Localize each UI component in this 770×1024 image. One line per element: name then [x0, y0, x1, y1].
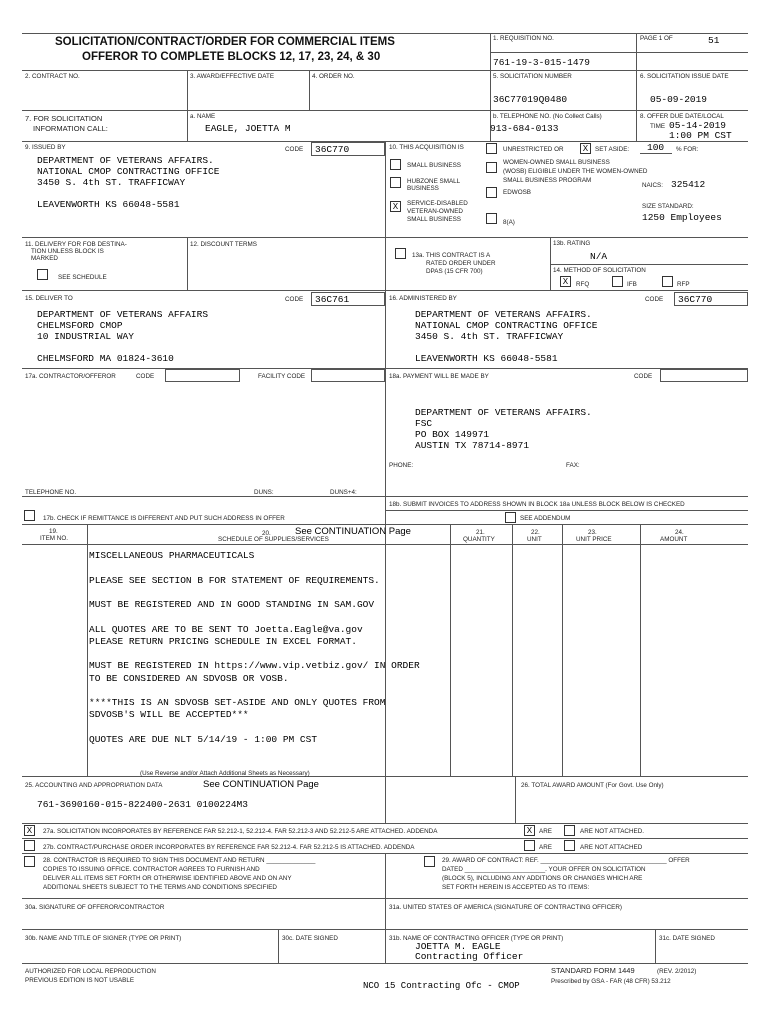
- issue-date-label: 6. SOLICITATION ISSUE DATE: [640, 73, 729, 80]
- officer-name[interactable]: JOETTA M. EAGLE: [415, 941, 501, 952]
- administered-address: DEPARTMENT OF VETERANS AFFAIRS. NATIONAL CMOP CONTRACTING OFFICE 3450 S. 4th ST. TRAFFICWAY LEAVENWORTH KS 66048-5581: [415, 309, 598, 364]
- block28-text: DELIVER ALL ITEMS SET FORTH OR OTHERWISE IDENTIFIED ABOVE AND ON ANY: [43, 875, 292, 882]
- deliver-code-box[interactable]: [311, 292, 385, 306]
- requisition-label: 1. REQUISITION NO.: [493, 35, 554, 42]
- eight-a-label: 8(A): [503, 219, 515, 226]
- deliver-code: 36C761: [315, 294, 350, 305]
- block29-text: SET FORTH HEREIN IS ACCEPTED AS TO ITEMS:: [442, 884, 590, 891]
- edwosb-label: EDWOSB: [503, 189, 531, 196]
- signature-officer-label: 31a. UNITED STATES OF AMERICA (SIGNATURE OF CONTRACTING OFFICER): [389, 904, 623, 911]
- payment-label: 18a. PAYMENT WILL BE MADE BY: [389, 373, 489, 380]
- see-continuation: See CONTINUATION Page: [295, 526, 411, 537]
- addenda-b-are-not-checkbox[interactable]: [564, 840, 575, 851]
- info-call-label: 7. FOR SOLICITATION: [25, 114, 103, 123]
- officer-name-label: 31b. NAME OF CONTRACTING OFFICER (TYPE OR PRINT): [389, 935, 564, 942]
- page-label: PAGE 1 OF: [640, 35, 673, 42]
- contractor-code-box[interactable]: [165, 369, 240, 382]
- rule: [490, 52, 748, 53]
- col-quantity: QUANTITY: [463, 536, 495, 543]
- addenda-are-not-checkbox[interactable]: [564, 825, 575, 836]
- far-27a-checkbox[interactable]: X: [24, 825, 35, 836]
- delivery-label: TION UNLESS BLOCK IS: [31, 248, 104, 255]
- issued-code-box[interactable]: [311, 142, 385, 156]
- rule: [636, 33, 637, 141]
- remit-checkbox[interactable]: [24, 510, 35, 521]
- sdvosb-label: SMALL BUSINESS: [407, 216, 462, 223]
- naics-code[interactable]: 325412: [671, 179, 706, 190]
- rule: [187, 110, 188, 141]
- wosb-label: SMALL BUSINESS PROGRAM: [503, 177, 592, 184]
- issued-by-label: 9. ISSUED BY: [25, 144, 66, 151]
- info-call-label: INFORMATION CALL:: [33, 124, 108, 133]
- sdvosb-label: SERVICE-DISABLED: [407, 200, 468, 207]
- offer-due-label: 8. OFFER DUE DATE/LOCAL: [640, 113, 724, 120]
- block28-text: ADDITIONAL SHEETS SUBJECT TO THE TERMS AND CONDITIONS SPECIFIED: [43, 884, 277, 891]
- code-label: CODE: [285, 146, 304, 153]
- rule: [515, 776, 516, 823]
- contact-phone[interactable]: 913-684-0133: [490, 123, 559, 134]
- col-quantity: 21.: [476, 529, 485, 536]
- reverse-note: (Use Reverse and/or Attach Additional Sheets as Necessary): [140, 770, 310, 777]
- method-label: 14. METHOD OF SOLICITATION: [553, 267, 646, 274]
- rule: [22, 110, 748, 111]
- accounting-label: 25. ACCOUNTING AND APPROPRIATION DATA: [25, 782, 163, 789]
- rule-top: [22, 33, 748, 34]
- rule: [309, 70, 310, 110]
- small-business-label: SMALL BUSINESS: [407, 162, 462, 169]
- rule: [278, 929, 279, 963]
- are-not-label: ARE NOT ATTACHED.: [580, 828, 645, 835]
- code-label: CODE: [634, 373, 653, 380]
- contact-name[interactable]: EAGLE, JOETTA M: [205, 123, 291, 134]
- ifb-checkbox[interactable]: [612, 276, 623, 287]
- small-business-checkbox[interactable]: [390, 159, 401, 170]
- phone-label: PHONE:: [389, 462, 414, 469]
- delivery-label: MARKED: [31, 255, 58, 262]
- edwosb-checkbox[interactable]: [486, 187, 497, 198]
- block28-text: COPIES TO ISSUING OFFICE. CONTRACTOR AGREES TO FURNISH AND: [43, 866, 260, 873]
- time-label: TIME: [650, 123, 666, 130]
- rule: [512, 524, 513, 776]
- are-label: ARE: [539, 844, 552, 851]
- admin-code-box[interactable]: [674, 292, 748, 306]
- rule: [550, 237, 551, 290]
- col-unit-price: UNIT PRICE: [576, 536, 612, 543]
- rule: [187, 237, 188, 290]
- duns-label: DUNS:: [254, 489, 274, 496]
- total-award-label: 26. TOTAL AWARD AMOUNT (For Govt. Use Only): [521, 782, 664, 789]
- col-item-no: ITEM NO.: [40, 535, 68, 542]
- unrestricted-label: UNRESTRICTED OR: [503, 146, 564, 153]
- far-27b-label: 27b. CONTRACT/PURCHASE ORDER INCORPORATES BY REFERENCE FAR 52.212-4. FAR 52.212-5 IS ATTACHED. ADDENDA: [43, 844, 415, 851]
- rated-order-label: 13a. THIS CONTRACT IS A: [412, 252, 491, 259]
- addenda-are-checkbox[interactable]: X: [524, 825, 535, 836]
- col-schedule: 20.: [262, 530, 271, 537]
- footer-prescribed: Prescribed by GSA - FAR (48 CFR) 53.212: [551, 978, 671, 985]
- code-label: CODE: [645, 296, 664, 303]
- rfp-label: RFP: [677, 281, 690, 288]
- signer-name-label: 30b. NAME AND TITLE OF SIGNER (TYPE OR PRINT): [25, 935, 182, 942]
- contract-no-label: 2. CONTRACT NO.: [25, 73, 80, 80]
- unrestricted-checkbox[interactable]: [486, 143, 497, 154]
- rated-order-checkbox[interactable]: [395, 248, 406, 259]
- see-schedule-label: SEE SCHEDULE: [58, 274, 107, 281]
- rule: [22, 823, 748, 824]
- naics-label: NAICS:: [642, 182, 663, 189]
- set-aside-checkbox[interactable]: X: [580, 143, 591, 154]
- offer-due-date[interactable]: 05-14-2019: [669, 120, 727, 131]
- set-aside-percent-underline: [640, 153, 672, 154]
- col-unit: UNIT: [527, 536, 542, 543]
- signature-officer-field[interactable]: [389, 913, 745, 927]
- rated-order-label: RATED ORDER UNDER: [426, 260, 496, 267]
- percent-for-label: % FOR:: [676, 146, 699, 153]
- col-unit: 22.: [531, 529, 540, 536]
- rated-order-label: DPAS (15 CFR 700): [426, 268, 483, 275]
- block28-checkbox[interactable]: [24, 856, 35, 867]
- payment-address: DEPARTMENT OF VETERANS AFFAIRS. FSC PO BOX 149971 AUSTIN TX 78714-8971: [415, 407, 592, 451]
- are-label: ARE: [539, 828, 552, 835]
- wosb-checkbox[interactable]: [486, 162, 497, 173]
- addenda-b-are-checkbox[interactable]: [524, 840, 535, 851]
- acquisition-label: 10. THIS ACQUISITION IS: [389, 144, 464, 151]
- issue-date[interactable]: 05-09-2019: [650, 94, 708, 105]
- rfq-checkbox[interactable]: X: [560, 276, 571, 287]
- officer-title[interactable]: Contracting Officer: [415, 951, 524, 962]
- deliver-to-label: 15. DELIVER TO: [25, 295, 73, 302]
- remit-label: 17b. CHECK IF REMITTANCE IS DIFFERENT AND PUT SUCH ADDRESS IN OFFER: [43, 515, 285, 522]
- admin-code: 36C770: [678, 294, 713, 305]
- set-aside-label: SET ASIDE:: [595, 146, 630, 153]
- size-standard-label: SIZE STANDARD:: [642, 203, 694, 210]
- code-label: CODE: [285, 296, 304, 303]
- footer-office: NCO 15 Contracting Ofc - CMOP: [363, 981, 520, 991]
- col-item-no: 19.: [49, 528, 58, 535]
- officer-date-label: 31c. DATE SIGNED: [659, 935, 715, 942]
- sdvosb-label: VETERAN-OWNED: [407, 208, 463, 215]
- col-unit-price: 23.: [588, 529, 597, 536]
- accounting-data[interactable]: 761-3690160-015-822400-2631 0100224M3: [37, 799, 248, 810]
- col-amount: AMOUNT: [660, 536, 688, 543]
- far-27b-checkbox[interactable]: [24, 840, 35, 851]
- size-standard[interactable]: 1250 Employees: [642, 212, 722, 223]
- eight-a-checkbox[interactable]: [486, 213, 497, 224]
- rfq-label: RFQ: [576, 281, 590, 288]
- rating-value[interactable]: N/A: [590, 251, 608, 262]
- block29-text: DATED _______________________. YOUR OFFER ON SOLICITATION: [442, 866, 646, 873]
- name-label: a. NAME: [190, 113, 216, 120]
- block29-text: 29. AWARD OF CONTRACT: REF. ____________________________________ OFFER: [442, 857, 690, 864]
- sdvosb-checkbox[interactable]: X: [390, 201, 401, 212]
- page-count: 51: [708, 35, 720, 46]
- set-aside-percent[interactable]: 100: [647, 142, 665, 153]
- hubzone-label: BUSINESS: [407, 185, 439, 192]
- offer-due-time[interactable]: 1:00 PM CST: [669, 130, 732, 141]
- administered-label: 16. ADMINISTERED BY: [389, 295, 457, 302]
- signature-offeror-label: 30a. SIGNATURE OF OFFEROR/CONTRACTOR: [25, 904, 165, 911]
- rule-bottom: [22, 963, 748, 964]
- award-date-label: 3. AWARD/EFFECTIVE DATE: [190, 73, 275, 80]
- col-schedule: SCHEDULE OF SUPPLIES/SERVICES: [218, 536, 329, 543]
- discount-terms-label: 12. DISCOUNT TERMS: [190, 241, 257, 248]
- block29-checkbox[interactable]: [424, 856, 435, 867]
- facility-code-box[interactable]: [311, 369, 385, 382]
- see-schedule-checkbox[interactable]: [37, 269, 48, 280]
- footer-previous-edition: PREVIOUS EDITION IS NOT USABLE: [25, 977, 135, 984]
- are-not-label: ARE NOT ATTACHED: [580, 844, 643, 851]
- see-continuation-accounting: See CONTINUATION Page: [203, 779, 319, 790]
- rule: [655, 929, 656, 963]
- form-title: SOLICITATION/CONTRACT/ORDER FOR COMMERCIAL ITEMS: [55, 36, 395, 48]
- rule: [562, 524, 563, 776]
- rule: [22, 838, 748, 839]
- block28-text: 28. CONTRACTOR IS REQUIRED TO SIGN THIS DOCUMENT AND RETURN ______________: [43, 857, 316, 864]
- form-subtitle: OFFEROR TO COMPLETE BLOCKS 12, 17, 23, 24, & 30: [82, 51, 381, 63]
- issued-by-address: DEPARTMENT OF VETERANS AFFAIRS. NATIONAL CMOP CONTRACTING OFFICE 3450 S. 4th ST. TRAFFICWAY LEAVENWORTH KS 66048-5581: [37, 155, 220, 210]
- hubzone-label: HUBZONE SMALL: [407, 178, 461, 185]
- see-addendum-checkbox[interactable]: [505, 512, 516, 523]
- order-no-label: 4. ORDER NO.: [312, 73, 355, 80]
- far-27a-label: 27a. SOLICITATION INCORPORATES BY REFERENCE FAR 52.212-1, 52.212-4. FAR 52.212-3 AND 52.212-5 ARE ATTACHED. ADDENDA: [43, 828, 438, 835]
- requisition-number[interactable]: 761-19-3-015-1479: [493, 57, 590, 68]
- ifb-label: IFB: [627, 281, 637, 288]
- duns4-label: DUNS+4:: [330, 489, 357, 496]
- rule: [550, 264, 748, 265]
- telephone-label: TELEPHONE NO.: [25, 489, 77, 496]
- col-amount: 24.: [675, 529, 684, 536]
- signature-offeror-field[interactable]: [25, 913, 383, 927]
- rule: [640, 524, 641, 776]
- rfp-checkbox[interactable]: [662, 276, 673, 287]
- phone-label: b. TELEPHONE NO. (No Collect Calls): [493, 113, 602, 120]
- deliver-to-address: DEPARTMENT OF VETERANS AFFAIRS CHELMSFORD CMOP 10 INDUSTRIAL WAY CHELMSFORD MA 01824-3610: [37, 309, 209, 364]
- rating-label: 13b. RATING: [553, 240, 591, 247]
- wosb-label: (WOSB) ELIGIBLE UNDER THE WOMEN-OWNED: [503, 168, 648, 175]
- invoice-label: 18b. SUBMIT INVOICES TO ADDRESS SHOWN IN BLOCK 18a UNLESS BLOCK BELOW IS CHECKED: [389, 501, 685, 508]
- rule: [385, 510, 748, 511]
- rule: [22, 70, 748, 71]
- rule: [450, 524, 451, 776]
- block29-text: (BLOCK 5), INCLUDING ANY ADDITIONS OR CHANGES WHICH ARE: [442, 875, 643, 882]
- code-label: CODE: [136, 373, 155, 380]
- rule: [187, 70, 188, 110]
- issued-code: 36C770: [315, 144, 350, 155]
- footer-revision: (REV. 2/2012): [657, 968, 697, 975]
- see-addendum-label: SEE ADDENDUM: [520, 515, 571, 522]
- solicitation-no-label: 5. SOLICITATION NUMBER: [493, 73, 572, 80]
- fax-label: FAX:: [566, 462, 580, 469]
- rule: [87, 524, 88, 776]
- facility-code-label: FACILITY CODE: [258, 373, 306, 380]
- schedule-description: MISCELLANEOUS PHARMACEUTICALS PLEASE SEE SECTION B FOR STATEMENT OF REQUIREMENTS. MUST BE REGISTERED AND IN GOOD STANDING IN SAM.GOV ALL QUOTES ARE TO BE SENT TO Joetta.Eagle@va.gov PLEASE RETURN PRICING SCHEDULE IN EXCEL FORMAT. MUST BE REGISTERED IN https://www.vip.vetbiz.gov/ IN ORDER TO BE CONSIDERED AN SDVOSB OR VOSB. ****THIS IS AN SDVOSB SET-ASIDE AND ONLY QUOTES FROM SDVOSB'S WILL BE ACCEPTED*** QUOTES ARE DUE NLT 5/14/19 - 1:00 PM CST: [89, 550, 420, 745]
- hubzone-checkbox[interactable]: [390, 177, 401, 188]
- solicitation-number[interactable]: 36C77019Q0480: [493, 94, 568, 105]
- wosb-label: WOMEN-OWNED SMALL BUSINESS: [503, 159, 610, 166]
- payment-code-box[interactable]: [660, 369, 748, 382]
- date-signed-label: 30c. DATE SIGNED: [282, 935, 338, 942]
- footer-reproduction: AUTHORIZED FOR LOCAL REPRODUCTION: [25, 968, 156, 975]
- contractor-label: 17a. CONTRACTOR/OFFEROR: [25, 373, 116, 380]
- delivery-label: 11. DELIVERY FOR FOB DESTINA-: [25, 241, 127, 248]
- rule: [385, 853, 386, 963]
- footer-form-name: STANDARD FORM 1449: [551, 966, 635, 975]
